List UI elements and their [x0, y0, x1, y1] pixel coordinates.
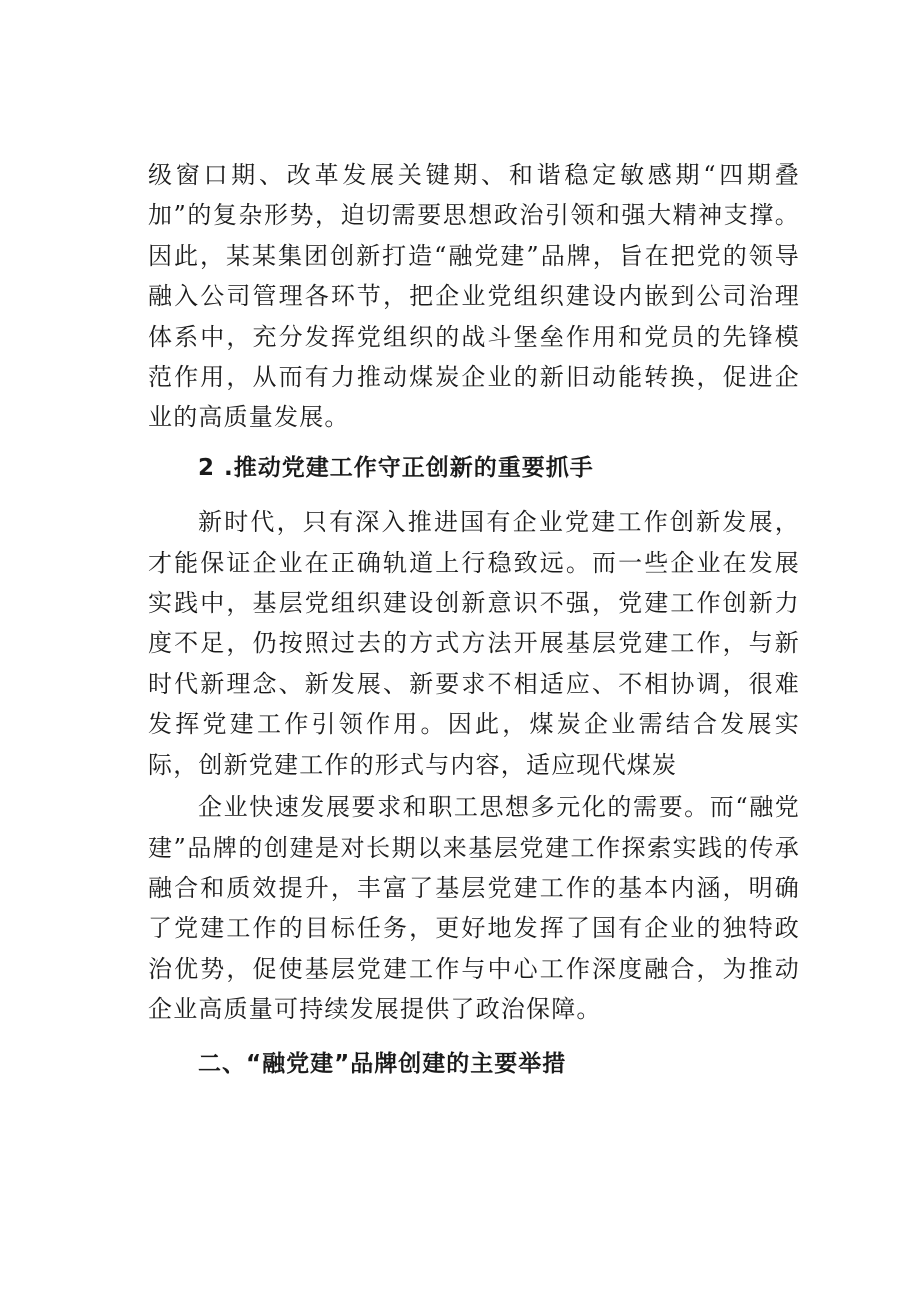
document-body: [148, 155, 800, 1084]
paragraph-new-era: 新时代，只有深入推进国有企业党建工作创新发展，才能保证企业在正确轨道上行稳致远。而一些企业在发展实践中，基层党组织建设创新意识不强，党建工作创新力度不足，仍按照过去的方式方法开展基层党建工作，与新时代新理念、新发展、新要求不相适应、不相协调，很难发挥党建工作引领作用。因此，煤炭企业需结合发展实际，创新党建工作的形式与内容，适应现代煤炭: [148, 508, 800, 779]
paragraph-brand-creation: 企业快速发展要求和职工思想多元化的需要。而“融党建”品牌的创建是对长期以来基层党建工作探索实践的传承融合和质效提升，丰富了基层党建工作的基本内涵，明确了党建工作的目标任务，更好地发挥了国有企业的独特政治优势，促使基层党建工作与中心工作深度融合，为推动企业高质量可持续发展提供了政治保障。: [148, 793, 800, 1024]
paragraph-complex-situation: 级窗口期、改革发展关键期、和谐稳定敏感期“四期叠加”的复杂形势，迫切需要思想政治引领和强大精神支撑。因此，某某集团创新打造“融党建”品牌，旨在把党的领导融入公司管理各环节，把企业党组织建设内嵌到公司治理体系中，充分发挥党组织的战斗堡垒作用和党员的先锋模范作用，从而有力推动煤炭企业的新旧动能转换，促进企业的高质量发展。: [148, 161, 800, 432]
section-heading-innovation: 2 .推动党建工作守正创新的重要抓手: [198, 454, 594, 481]
section-heading-main-measures: 二、“融党建”品牌创建的主要举措: [198, 1050, 567, 1077]
